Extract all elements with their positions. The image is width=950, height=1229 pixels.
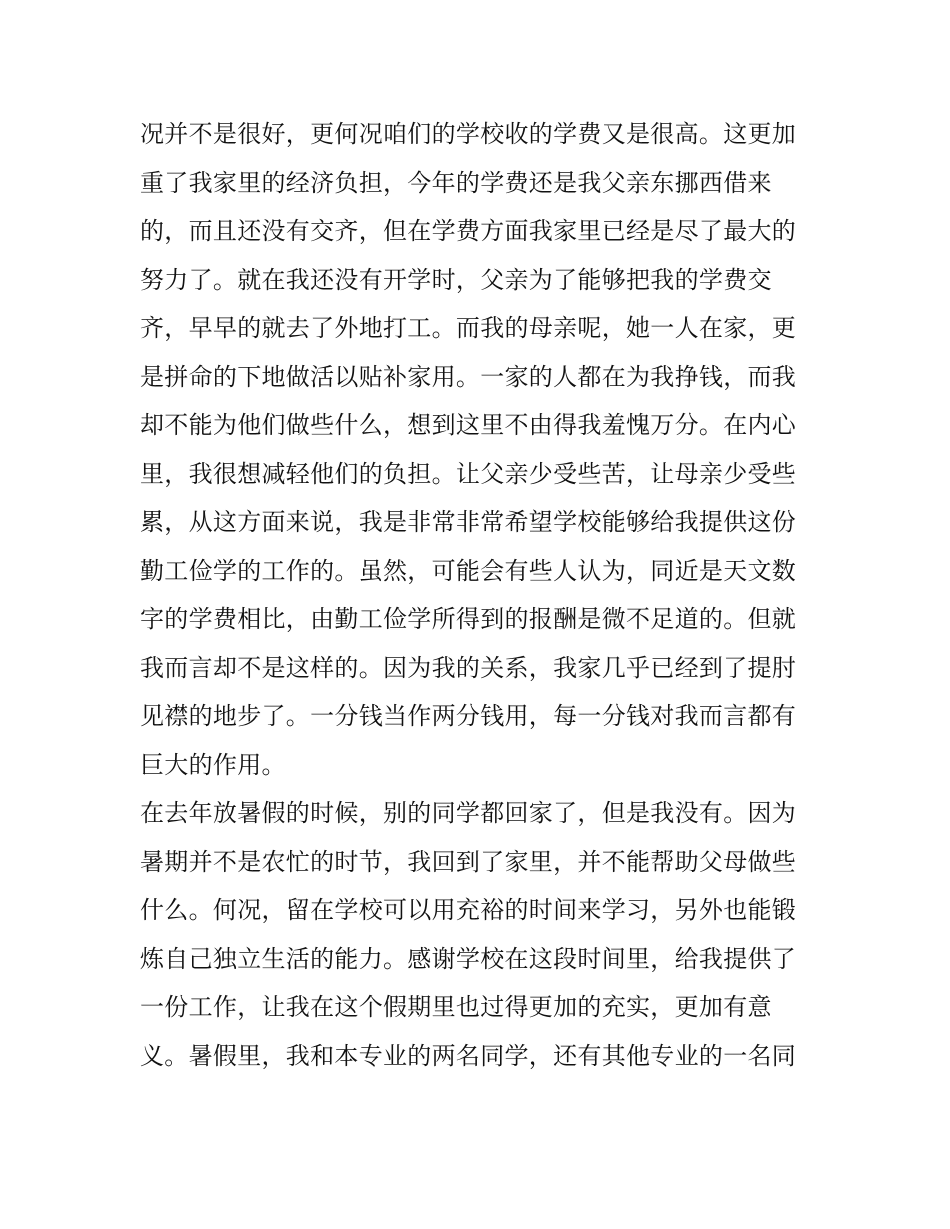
- text-line: 累，从这方面来说，我是非常非常希望学校能够给我提供这份: [140, 508, 797, 536]
- text-line: 见襟的地步了。一分钱当作两分钱用，每一分钱对我而言都有: [140, 702, 797, 730]
- text-line: 努力了。就在我还没有开学时，父亲为了能够把我的学费交: [140, 265, 772, 294]
- text-line: 重了我家里的经济负担，今年的学费还是我父亲东挪西借来: [140, 168, 772, 197]
- text-line: 暑期并不是农忙的时节，我回到了家里，并不能帮助父母做些: [140, 847, 797, 876]
- text-line: 是拼命的下地做活以贴补家用。一家的人都在为我挣钱，而我: [140, 362, 797, 391]
- text-line: 里，我很想减轻他们的负担。让父亲少受些苦，让母亲少受些: [140, 459, 797, 488]
- text-line: 勤工俭学的工作的。虽然，可能会有些人认为，同近是天文数: [140, 556, 797, 585]
- text-line: 义。暑假里，我和本专业的两名同学，还有其他专业的一名同: [140, 1041, 797, 1070]
- text-line: 一份工作，让我在这个假期里也过得更加的充实，更加有意: [140, 993, 772, 1021]
- text-line: 的，而且还没有交齐，但在学费方面我家里已经是尽了最大的: [140, 217, 797, 245]
- text-line: 我而言却不是这样的。因为我的关系，我家几乎已经到了提肘: [140, 653, 797, 682]
- text-line: 况并不是很好，更何况咱们的学校收的学费又是很高。这更加: [140, 120, 797, 148]
- body-text: [140, 110, 820, 1080]
- text-line: 炼自己独立生活的能力。感谢学校在这段时间里，给我提供了: [140, 944, 797, 973]
- text-line: 字的学费相比，由勤工俭学所得到的报酬是微不足道的。但就: [140, 605, 797, 633]
- text-line: 在去年放暑假的时候，别的同学都回家了，但是我没有。因为: [140, 799, 797, 827]
- text-line: 却不能为他们做些什么，想到这里不由得我羞愧万分。在内心: [140, 411, 797, 439]
- text-line: 什么。何况，留在学校可以用充裕的时间来学习，另外也能锻: [140, 896, 797, 924]
- text-line: 齐，早早的就去了外地打工。而我的母亲呢，她一人在家，更: [140, 314, 797, 342]
- text-line: 巨大的作用。: [140, 750, 286, 779]
